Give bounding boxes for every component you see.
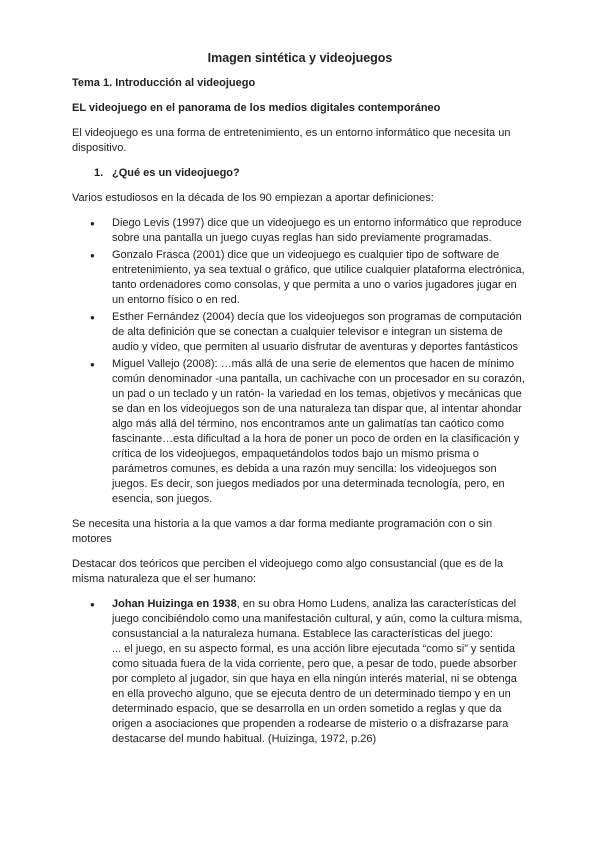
- bullet-icon: ●: [90, 313, 95, 322]
- bullet-icon: ●: [90, 251, 95, 260]
- list-item: [72, 357, 528, 507]
- definitions-list: [72, 216, 528, 507]
- story-paragraph: Se necesita una historia a la que vamos a dar forma mediante programación con o sin motores: [72, 518, 493, 545]
- bullet-icon: ●: [90, 360, 95, 369]
- theorists-list: [72, 597, 528, 747]
- question-title: ¿Qué es un videojuego?: [112, 167, 240, 179]
- section-heading: EL videojuego en el panorama de los medios digitales contemporáneo: [72, 102, 441, 114]
- bullet-icon: ●: [90, 219, 95, 228]
- huizinga-quote: ... el juego, en su aspecto formal, es una acción libre ejecutada “como si” y sentida como situada fuera de la vida corriente, pero que, a pesar de todo, puede absorber por completo al jugador, sin que haya en ella ningún interés material, ni se obtenga en ella provecho alguno, que se ejecuta dentro de un determinado tiempo y en un determinado espacio, que se desarrolla en un orden sometido a reglas y que da origen a asociaciones que propenden a rodearse de misterio o a disfrazarse para destacarse del mundo habitual. (Huizinga, 1972, p.26): [112, 643, 517, 745]
- definition-text: Gonzalo Frasca (2001) dice que un videojuego es cualquier tipo de software de entretenimiento, ya sea textual o gráfico, que utilice cualquier plataforma electrónica, tanto ordenadores como consolas, y que permita a uno o varios jugadores jugar en un entorno físico o en red.: [112, 249, 525, 306]
- list-item: [72, 216, 528, 246]
- bullet-icon: ●: [90, 600, 95, 609]
- definition-text: Miguel Vallejo (2008): …más allá de una serie de elementos que hacen de mínimo común denominador -una pantalla, un cachivache con un procesador en su corazón, un pad o un teclado y un ratón- la variedad en los temas, objetivos y mecánicas que se dan en los videojuegos son de una naturaleza tan dispar que, al intentar ahondar algo más allá del término, nos encontramos ante un galimatías tan caótico como fascinante…esta dificultad a la hora de poner un poco de orden en la clasificación y crítica de los videojuegos, empaquetándolos todos bajo un mismo prisma o parámetros comunes, es debida a una razón muy sencilla: los videojuegos son juegos. Es decir, son juegos mediados por una determinada tecnología, pero, en esencia, son juegos.: [112, 358, 525, 505]
- list-item: [72, 248, 528, 308]
- question-number: 1.: [94, 167, 104, 179]
- list-item: [72, 597, 528, 747]
- definition-text: Esther Fernández (2004) decía que los videojuegos son programas de computación de alta definición que se conectan a cualquier televisor e integran un sistema de audio y vídeo, que permiten al usuario disfrutar de aventuras y deportes fantásticos: [112, 311, 522, 353]
- definition-text: Diego Levis (1997) dice que un videojuego es un entorno informático que reproduce sobre una pantalla un juego cuyas reglas han sido previamente programadas.: [112, 217, 522, 244]
- intro-paragraph: El videojuego es una forma de entretenimiento, es un entorno informático que necesita un dispositivo.: [72, 127, 511, 154]
- theorist-name: Johan Huizinga en 1938: [112, 598, 237, 610]
- definitions-intro: Varios estudiosos en la década de los 90 empiezan a aportar definiciones:: [72, 192, 434, 204]
- theorist-description: , en su obra Homo Ludens, analiza las características del juego concibiéndolo como una manifestación cultural, y aún, como la cultura misma, consustancial a la naturaleza humana. Establece las características del juego:: [112, 598, 523, 640]
- question-heading: [94, 166, 528, 181]
- topic-heading: Tema 1. Introducción al videojuego: [72, 77, 256, 89]
- theorist-entry: [112, 597, 528, 747]
- list-item: [72, 310, 528, 355]
- document-title: Imagen sintética y videojuegos: [207, 51, 393, 65]
- theorists-paragraph: Destacar dos teóricos que perciben el videojuego como algo consustancial (que es de la misma naturaleza que el ser humano:: [72, 558, 504, 585]
